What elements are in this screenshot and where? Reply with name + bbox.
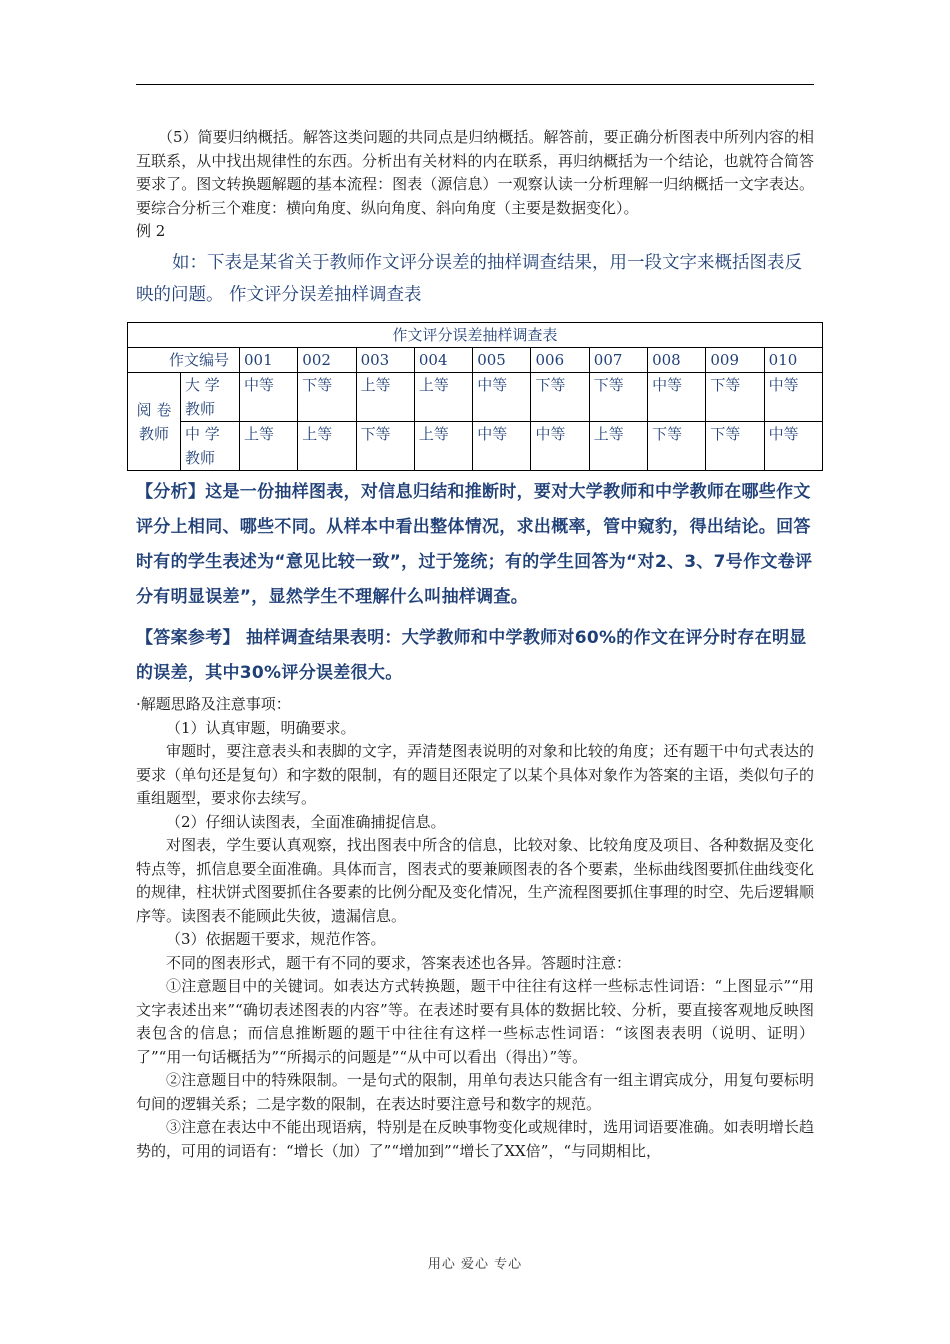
table-cell: 下等 — [531, 373, 589, 422]
table-cell: 003 — [356, 348, 414, 373]
table-cell: 007 — [589, 348, 647, 373]
table-cell: 下等 — [356, 422, 414, 471]
table-cell: 008 — [648, 348, 706, 373]
table-cell: 005 — [473, 348, 531, 373]
question-text: 如：下表是某省关于教师作文评分误差的抽样调查结果，用一段文字来概括图表反映的问题。 作文评分误差抽样调查表 — [136, 253, 802, 305]
analysis-text: 【分析】这是一份抽样图表，对信息归结和推断时，要对大学教师和中学教师在哪些作文评分上相同、哪些不同。从样本中看出整体情况，求出概率，管中窥豹，得出结论。回答时有的学生表述为“意见比较一致”，过于笼统；有的学生回答为“对2、3、7号作文卷评分有明显误差”，显然学生不理解什么叫抽样调查。 — [136, 482, 813, 607]
table-cell: 上等 — [589, 422, 647, 471]
table-cell: 001 — [240, 348, 298, 373]
survey-table — [127, 322, 823, 471]
table-cell: 中等 — [473, 422, 531, 471]
answer-text: 【答案参考】 抽样调查结果表明：大学教师和中学教师对60%的作文在评分时存在明显的误差，其中30%评分误差很大。 — [136, 628, 807, 683]
intro-section — [136, 126, 814, 244]
table-cell: 下等 — [706, 422, 764, 471]
table-cell: 中等 — [531, 422, 589, 471]
step-3-title: （3）依据题干要求，规范作答。 — [166, 930, 386, 948]
step-2-title: （2）仔细认读图表，全面准确捕捉信息。 — [166, 812, 446, 831]
table-cell: 009 — [706, 348, 764, 373]
id-header: 作文编号 — [128, 348, 240, 373]
notes-heading: ·解题思路及注意事项： — [136, 695, 291, 713]
table-cell: 中等 — [473, 373, 531, 422]
table-cell: 006 — [531, 348, 589, 373]
question-section — [136, 247, 814, 311]
caution-1: ①注意题目中的关键词。如表达方式转换题，题干中往往有这样一些标志性词语：“上图显示”“用文字表述出来”“确切表述图表的内容”等。在表述时要有具体的数据比较、分析，要直接客观地反映图表包含的信息；而信息推断题的题干中往往有这样一些标志性词语：“该图表表明（说明、证明）了”“用一句话概括为”“所揭示的问题是”“从中可以看出（得出）”等。 — [136, 977, 814, 1066]
step-2-body: 对图表，学生要认真观察，找出图表中所含的信息，比较对象、比较角度及项目、各种数据及变化特点等，抓信息要全面准确。具体而言，图表式的要兼顾图表的各个要素，坐标曲线图要抓住曲线变化的规律，柱状饼式图要抓住各要素的比例分配及变化情况，生产流程图要抓住事理的时空、先后逻辑顺序等。读图表不能顾此失彼，遗漏信息。 — [136, 836, 814, 925]
table-cell: 下等 — [648, 422, 706, 471]
table-cell: 中等 — [648, 373, 706, 422]
table-row — [128, 373, 823, 422]
caution-2: ②注意题目中的特殊限制。一是句式的限制，用单句表达只能含有一组主谓宾成分，用复句要标明句间的逻辑关系；二是字数的限制，在表达时要注意号和数字的规范。 — [136, 1071, 814, 1113]
grader-label: 阅 卷 教师 — [128, 373, 181, 471]
table-cell: 下等 — [298, 373, 356, 422]
row-label-middle-school: 中 学 教师 — [181, 422, 240, 471]
table-cell: 中等 — [764, 373, 822, 422]
table-cell: 上等 — [298, 422, 356, 471]
table-cell: 004 — [414, 348, 472, 373]
table-cell: 010 — [764, 348, 822, 373]
caution-3: ③注意在表达中不能出现语病，特别是在反映事物变化或规律时，选用词语要准确。如表明增长趋势的，可用的词语有：“增长（加）了”“增加到”“增长了XX倍”，“与同期相比， — [136, 1118, 814, 1160]
table-caption: 作文评分误差抽样调查表 — [128, 323, 823, 348]
notes-section — [136, 693, 814, 1163]
table-cell: 上等 — [414, 373, 472, 422]
table-cell: 上等 — [240, 422, 298, 471]
table-cell: 002 — [298, 348, 356, 373]
row-label-university: 大 学 教师 — [181, 373, 240, 422]
step-3-body: 不同的图表形式，题干有不同的要求，答案表述也各异。答题时注意： — [166, 953, 632, 972]
table-row — [128, 422, 823, 471]
method-paragraph: （5）简要归纳概括。解答这类问题的共同点是归纳概括。解答前，要正确分析图表中所列内容的相互联系，从中找出规律性的东西。分析出有关材料的内在联系，再归纳概括为一个结论，也就符合简答要求了。图文转换题解题的基本流程：图表（源信息）一观察认读一分析理解一归纳概括一文字表达。要综合分析三个难度：横向角度、纵向角度、斜向角度（主要是数据变化）。 — [136, 128, 814, 217]
table-header-row — [128, 348, 823, 373]
table-cell: 中等 — [240, 373, 298, 422]
table-cell: 下等 — [706, 373, 764, 422]
page-footer: 用心 爱心 专心 — [427, 1257, 523, 1272]
table-cell: 下等 — [589, 373, 647, 422]
table-cell: 中等 — [764, 422, 822, 471]
table-cell: 上等 — [414, 422, 472, 471]
example-label: 例 2 — [136, 222, 166, 240]
analysis-section — [136, 475, 814, 691]
table-cell: 上等 — [356, 373, 414, 422]
step-1-body: 审题时，要注意表头和表脚的文字，弄清楚图表说明的对象和比较的角度；还有题干中句式表达的要求（单句还是复句）和字数的限制，有的题目还限定了以某个具体对象作为答案的主语，类似句子的重组题型，要求你去续写。 — [136, 742, 814, 807]
header-rule — [136, 84, 814, 85]
step-1-title: （1）认真审题，明确要求。 — [166, 718, 356, 737]
